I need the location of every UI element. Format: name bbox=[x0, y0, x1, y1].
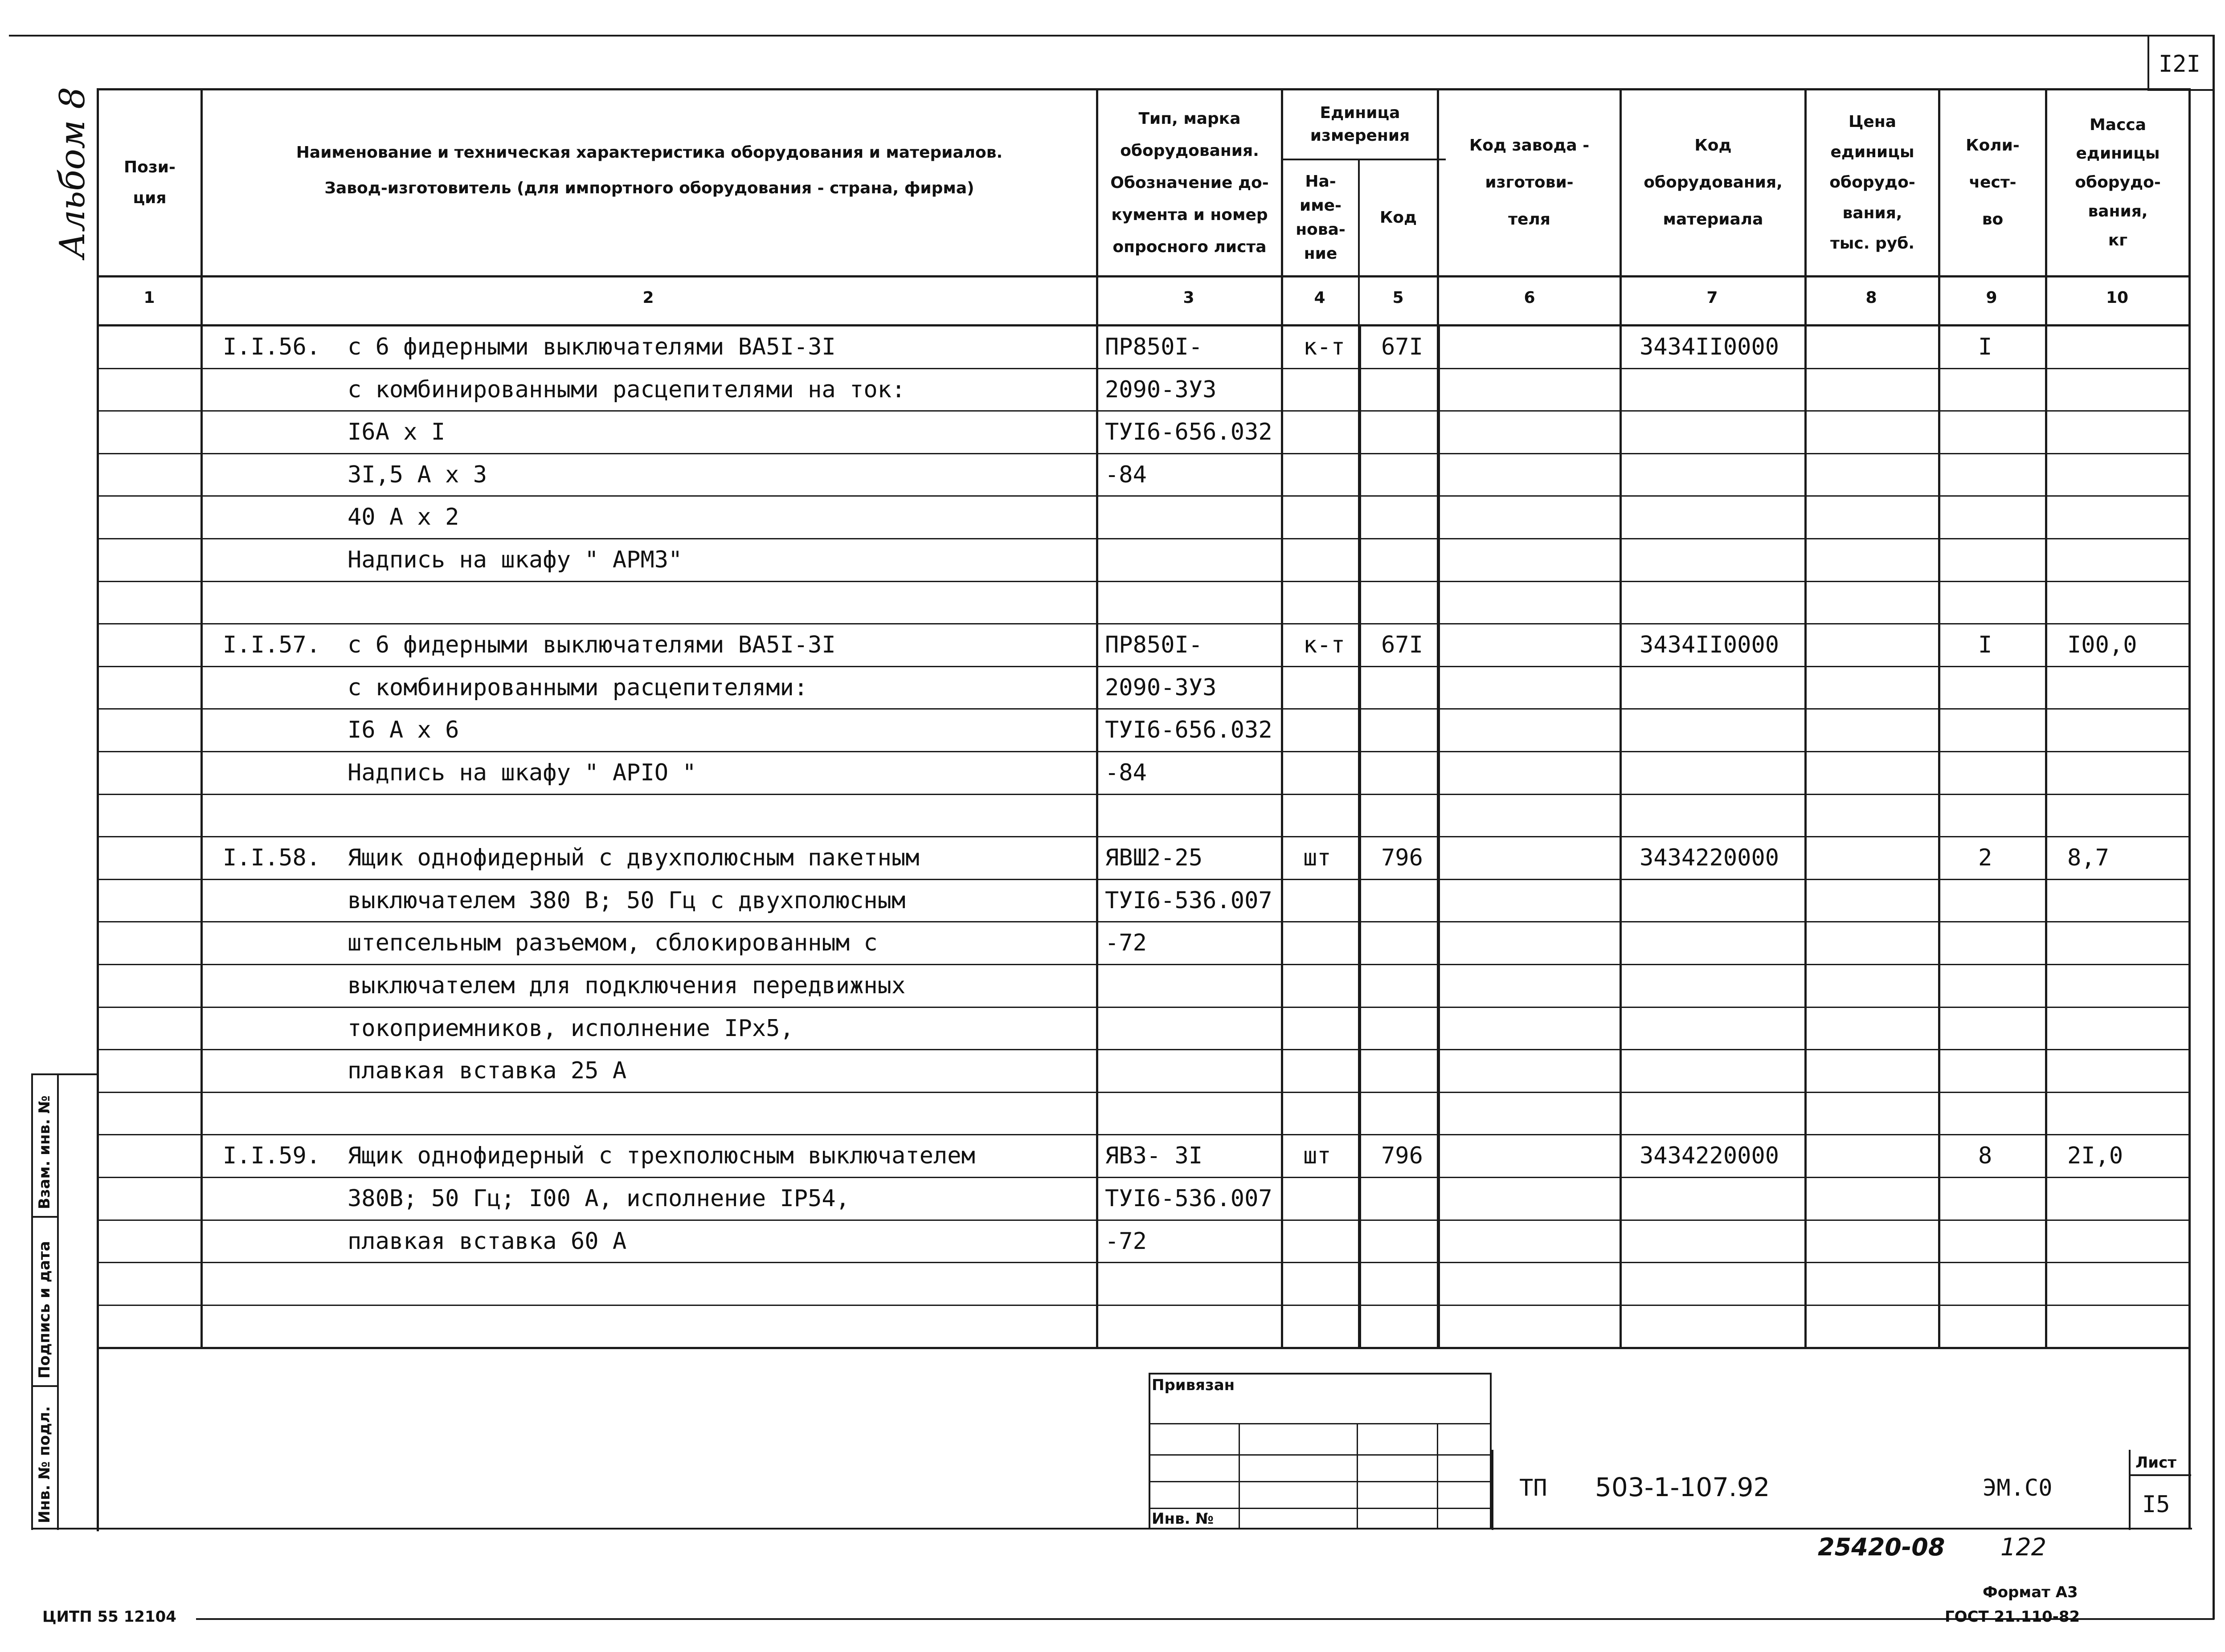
position-cell: I.I.58. bbox=[223, 844, 321, 871]
name-cell: с комбинированными расцепителями на ток: bbox=[348, 376, 906, 403]
side-label-podpis: Подпись и дата bbox=[36, 1241, 53, 1379]
row-divider bbox=[99, 1007, 2188, 1008]
row-divider bbox=[99, 1262, 2188, 1263]
archive-number: 25420-08 bbox=[1818, 1533, 1945, 1561]
doc-code: 503-1-107.92 bbox=[1595, 1472, 1770, 1502]
side-label-vzam: Взам. инв. № bbox=[36, 1095, 53, 1209]
unit-name-cell: к-т bbox=[1303, 632, 1345, 658]
type-cell: ПР850I- bbox=[1105, 632, 1203, 658]
unit-code-cell: 67I bbox=[1381, 334, 1423, 360]
name-cell: с 6 фидерными выключателями ВА5I-3I bbox=[348, 334, 836, 360]
type-cell: ТУI6-656.032 bbox=[1105, 419, 1272, 445]
equipment-code-cell: 3434II0000 bbox=[1640, 632, 1779, 658]
row-divider bbox=[99, 879, 2188, 880]
position-cell: I.I.59. bbox=[223, 1142, 321, 1169]
row-divider bbox=[99, 1177, 2188, 1178]
type-cell: ЯВ3- 3I bbox=[1105, 1142, 1203, 1169]
name-cell: с 6 фидерными выключателями ВА5I-3I bbox=[348, 632, 836, 658]
mass-cell: 8,7 bbox=[2067, 844, 2109, 871]
unit-code-cell: 796 bbox=[1381, 1142, 1423, 1169]
column-number: 1 bbox=[143, 289, 155, 307]
unit-name-cell: шт bbox=[1303, 844, 1331, 871]
quantity-cell: I bbox=[1978, 632, 1992, 658]
name-cell: с комбинированными расцепителями: bbox=[348, 674, 808, 701]
frame-right bbox=[2213, 35, 2215, 1619]
side-label-inv-podl: Инв. № подл. bbox=[36, 1406, 53, 1523]
name-cell: 3I,5 А х 3 bbox=[348, 461, 487, 488]
header-name: Наименование и техническая характеристика оборудования и материалов. Завод-изготовитель (для импортного оборудования - страна, фирма) bbox=[296, 143, 1003, 197]
unit-code-cell: 67I bbox=[1381, 632, 1423, 658]
name-cell: I6А х I bbox=[348, 419, 446, 445]
quantity-cell: 2 bbox=[1978, 844, 1992, 871]
type-cell: -72 bbox=[1105, 930, 1147, 956]
mass-cell: I00,0 bbox=[2067, 632, 2137, 658]
name-cell: плавкая вставка 60 А bbox=[348, 1228, 627, 1255]
name-cell: токоприемников, исполнение IPх5, bbox=[348, 1015, 794, 1042]
type-cell: 2090-3У3 bbox=[1105, 674, 1217, 701]
type-cell: -72 bbox=[1105, 1228, 1147, 1255]
sheet-number: I2I bbox=[2159, 51, 2200, 78]
row-divider bbox=[99, 964, 2188, 965]
row-divider bbox=[99, 368, 2188, 369]
name-cell: выключателем для подключения передвижных bbox=[348, 972, 906, 999]
name-cell: Ящик однофидерный с двухполюсным пакетным bbox=[348, 844, 920, 871]
name-cell: Ящик однофидерный с трехполюсным выключателем bbox=[348, 1142, 975, 1169]
header-equipment-code: Код оборудования, материала bbox=[1644, 136, 1783, 228]
header-position: Пози- ция bbox=[124, 158, 176, 207]
type-cell: ПР850I- bbox=[1105, 334, 1203, 360]
equipment-code-cell: 3434220000 bbox=[1640, 1142, 1779, 1169]
name-cell: Надпись на шкафу " АРМ3" bbox=[348, 547, 683, 573]
name-cell: Надпись на шкафу " АРIО " bbox=[348, 759, 696, 786]
inv-no-label: Инв. № bbox=[1152, 1510, 1214, 1528]
list-label: Лист bbox=[2135, 1454, 2176, 1472]
name-cell: I6 А х 6 bbox=[348, 717, 459, 743]
row-divider bbox=[99, 581, 2188, 582]
column-number: 7 bbox=[1706, 289, 1718, 307]
header-unit-code: Код bbox=[1379, 208, 1417, 227]
header-factory-code: Код завода - изготови- теля bbox=[1469, 136, 1590, 228]
format-label: Формат А3 bbox=[1983, 1583, 2078, 1601]
gost-label: ГОСТ 21.110-82 bbox=[1945, 1608, 2080, 1626]
name-cell: плавкая вставка 25 А bbox=[348, 1057, 627, 1084]
name-cell: 380В; 50 Гц; I00 А, исполнение IP54, bbox=[348, 1185, 850, 1212]
column-number: 9 bbox=[1986, 289, 1997, 307]
unit-name-cell: к-т bbox=[1303, 334, 1345, 360]
header-unit-name: На- име- нова- ние bbox=[1296, 172, 1346, 263]
header-price: Цена единицы оборудо- вания, тыс. руб. bbox=[1829, 112, 1915, 253]
row-divider bbox=[99, 623, 2188, 624]
column-number: 8 bbox=[1865, 289, 1877, 307]
row-divider bbox=[99, 410, 2188, 412]
column-number: 5 bbox=[1392, 289, 1404, 307]
frame-bottom bbox=[196, 1618, 2214, 1620]
row-divider bbox=[99, 794, 2188, 795]
citp-label: ЦИТП 55 12104 bbox=[42, 1608, 176, 1626]
row-divider bbox=[99, 751, 2188, 752]
unit-code-cell: 796 bbox=[1381, 844, 1423, 871]
mass-cell: 2I,0 bbox=[2067, 1142, 2123, 1169]
quantity-cell: I bbox=[1978, 334, 1992, 360]
row-divider bbox=[99, 666, 2188, 667]
equipment-code-cell: 3434220000 bbox=[1640, 844, 1779, 871]
equipment-code-cell: 3434II0000 bbox=[1640, 334, 1779, 360]
type-cell: ТУI6-536.007 bbox=[1105, 887, 1272, 914]
position-cell: I.I.57. bbox=[223, 632, 321, 658]
row-divider bbox=[99, 1220, 2188, 1221]
row-divider bbox=[99, 1049, 2188, 1050]
position-cell: I.I.56. bbox=[223, 334, 321, 360]
header-quantity: Коли- чест- во bbox=[1966, 136, 2020, 228]
privyazan-label: Привязан bbox=[1152, 1376, 1235, 1394]
page-number: 122 bbox=[2000, 1533, 2047, 1561]
type-cell: -84 bbox=[1105, 461, 1147, 488]
section-code: ЭМ.С0 bbox=[1983, 1475, 2053, 1501]
header-mass: Масса единицы оборудо- вания, кг bbox=[2075, 115, 2161, 249]
unit-name-cell: шт bbox=[1303, 1142, 1331, 1169]
column-number: 10 bbox=[2106, 289, 2129, 307]
list-number: I5 bbox=[2142, 1491, 2170, 1518]
row-divider bbox=[99, 1305, 2188, 1306]
column-number: 3 bbox=[1183, 289, 1194, 307]
row-divider bbox=[99, 708, 2188, 710]
privyazan-block bbox=[1149, 1373, 1492, 1530]
row-divider bbox=[99, 1134, 2188, 1135]
frame-top bbox=[9, 35, 2214, 37]
type-cell: -84 bbox=[1105, 759, 1147, 786]
row-divider bbox=[99, 1347, 2188, 1348]
type-cell: ЯВШ2-25 bbox=[1105, 844, 1203, 871]
row-divider bbox=[99, 453, 2188, 454]
header-unit-group: Единица измерения bbox=[1310, 104, 1410, 145]
row-divider bbox=[99, 1092, 2188, 1093]
name-cell: штепсельным разъемом, сблокированным с bbox=[348, 930, 878, 956]
quantity-cell: 8 bbox=[1978, 1142, 1992, 1169]
column-number: 2 bbox=[642, 289, 654, 307]
name-cell: 40 А х 2 bbox=[348, 504, 459, 530]
column-number: 4 bbox=[1314, 289, 1325, 307]
header-type: Тип, марка оборудования. Обозначение до- кумента и номер опросного листа bbox=[1110, 109, 1269, 256]
album-label: Альбом 8 bbox=[53, 87, 93, 258]
row-divider bbox=[99, 921, 2188, 922]
type-cell: ТУI6-536.007 bbox=[1105, 1185, 1272, 1212]
type-cell: ТУI6-656.032 bbox=[1105, 717, 1272, 743]
name-cell: выключателем 380 В; 50 Гц с двухполюсным bbox=[348, 887, 906, 914]
row-divider bbox=[99, 538, 2188, 539]
row-divider bbox=[99, 836, 2188, 837]
type-cell: 2090-3У3 bbox=[1105, 376, 1217, 403]
tp-label: ТП bbox=[1519, 1475, 1547, 1501]
row-divider bbox=[99, 495, 2188, 497]
column-number: 6 bbox=[1524, 289, 1535, 307]
